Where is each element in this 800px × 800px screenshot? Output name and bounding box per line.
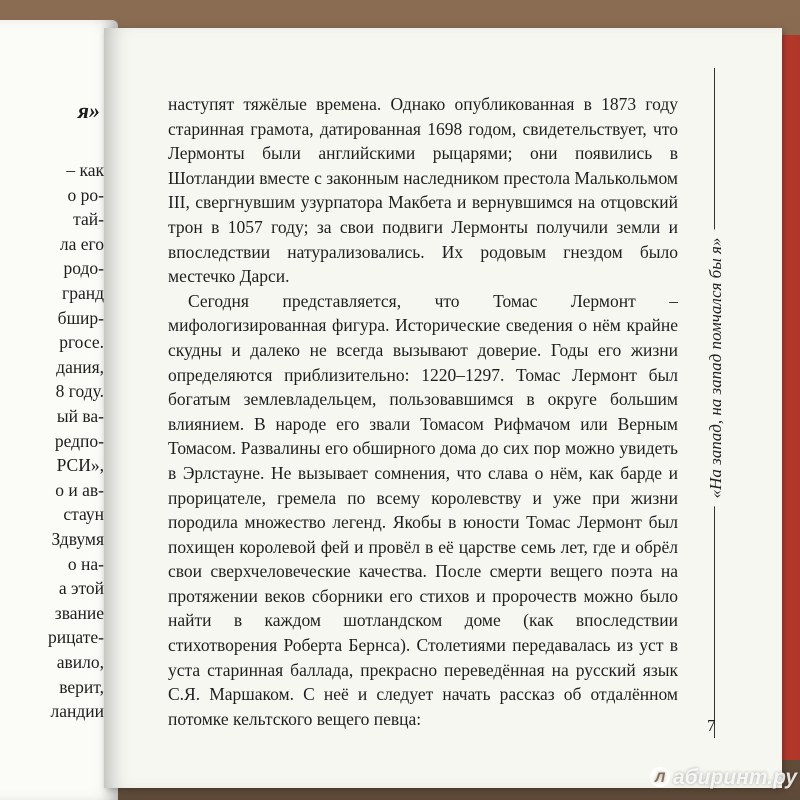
left-page-line: ый ва-	[56, 406, 104, 426]
left-page-line: тай-	[73, 209, 104, 230]
watermark-text: абиринт.ру	[673, 766, 798, 789]
left-page-line: авило,	[56, 652, 104, 672]
left-page-line: о на-	[67, 553, 104, 574]
left-page-line: редпо-	[54, 430, 104, 451]
body-text	[168, 92, 678, 731]
left-page-title-fragment: я»	[77, 98, 100, 123]
paragraph-1: наступят тяжёлые времена. Однако опубликованная в 1873 году старинная грамота, датированная 1698 годом, свидетельствует, что Лермонты были английскими рыцарями; они появились в Шотландии вместе с законным наследником престола Малькольмом III, свергнувшим узурпатора Макбета и вернувшимся на отцовский трон в 1057 году; за свои подвиги Лермонты получили земли и впоследствии натурализовались. Их родовым гнездом было местечко Дарси.	[168, 94, 678, 287]
left-page-line: Здвумя	[51, 529, 104, 549]
left-page-line: ландии	[50, 701, 104, 722]
left-page-line: звание	[54, 602, 104, 623]
left-page-line: о ро-	[67, 184, 104, 205]
watermark	[650, 766, 797, 790]
left-page-line: бшир-	[57, 307, 104, 328]
left-page-line: стаун	[63, 504, 104, 525]
left-page-line: ла его	[59, 233, 104, 254]
paragraph-2: Сегодня представляется, что Томас Лермонт – мифологизированная фигура. Исторические сведения о нём крайне скудны и далеко не всегда вызывают доверие. Годы его жизни определяются приблизительно: 1220–1297. Томас Лермонт был богатым землевладельцем, пользовавшимся в округе большим влиянием. В народе его звали Томасом Рифмачом или Верным Томасом. Развалины его обширного дома до сих пор можно увидеть в Эрлстауне. Не вызывает сомнения, что слава о нём, как барде и прорицателе, гремела по всему королевству и уже при жизни породила множество легенд. Якобы в юности Томас Лермонт был похищен королевой фей и провёл в её царстве семь лет, где и обрёл свои сверхчеловеческие качества. После смерти вещего поэта на протяжении веков сборники его стихов и пророчеств можно было найти в каждом шотландском доме (как впоследствии стихотворения Роберта Бернса). Столетиями передавалась из уст в уста старинная баллада, прекрасно переведённая на русский язык С.Я. Маршаком. С неё и следует начать рассказ об отдалённом потомке кельтского вещего певца:	[168, 290, 678, 729]
running-head: «На запад, на запад помчался бы я»	[706, 230, 726, 507]
left-page-line: о и ав-	[55, 479, 104, 500]
left-page-line: родо-	[63, 258, 104, 279]
left-page-line: 8 году.	[55, 381, 104, 402]
left-page-line: верит,	[59, 676, 104, 697]
left-page-line: рицате-	[47, 627, 104, 648]
right-page	[104, 28, 782, 788]
left-page-line: ргосе.	[59, 332, 104, 353]
page-number: 7	[707, 716, 716, 735]
left-page-line: РСИ»,	[56, 455, 104, 476]
left-page-line: а этой	[58, 578, 104, 599]
left-page-line: гранд	[62, 283, 104, 303]
left-page	[0, 20, 118, 800]
watermark-logo-icon: Л	[650, 767, 670, 787]
left-page-line: – как	[66, 160, 104, 180]
left-page-line: дания,	[56, 356, 104, 377]
